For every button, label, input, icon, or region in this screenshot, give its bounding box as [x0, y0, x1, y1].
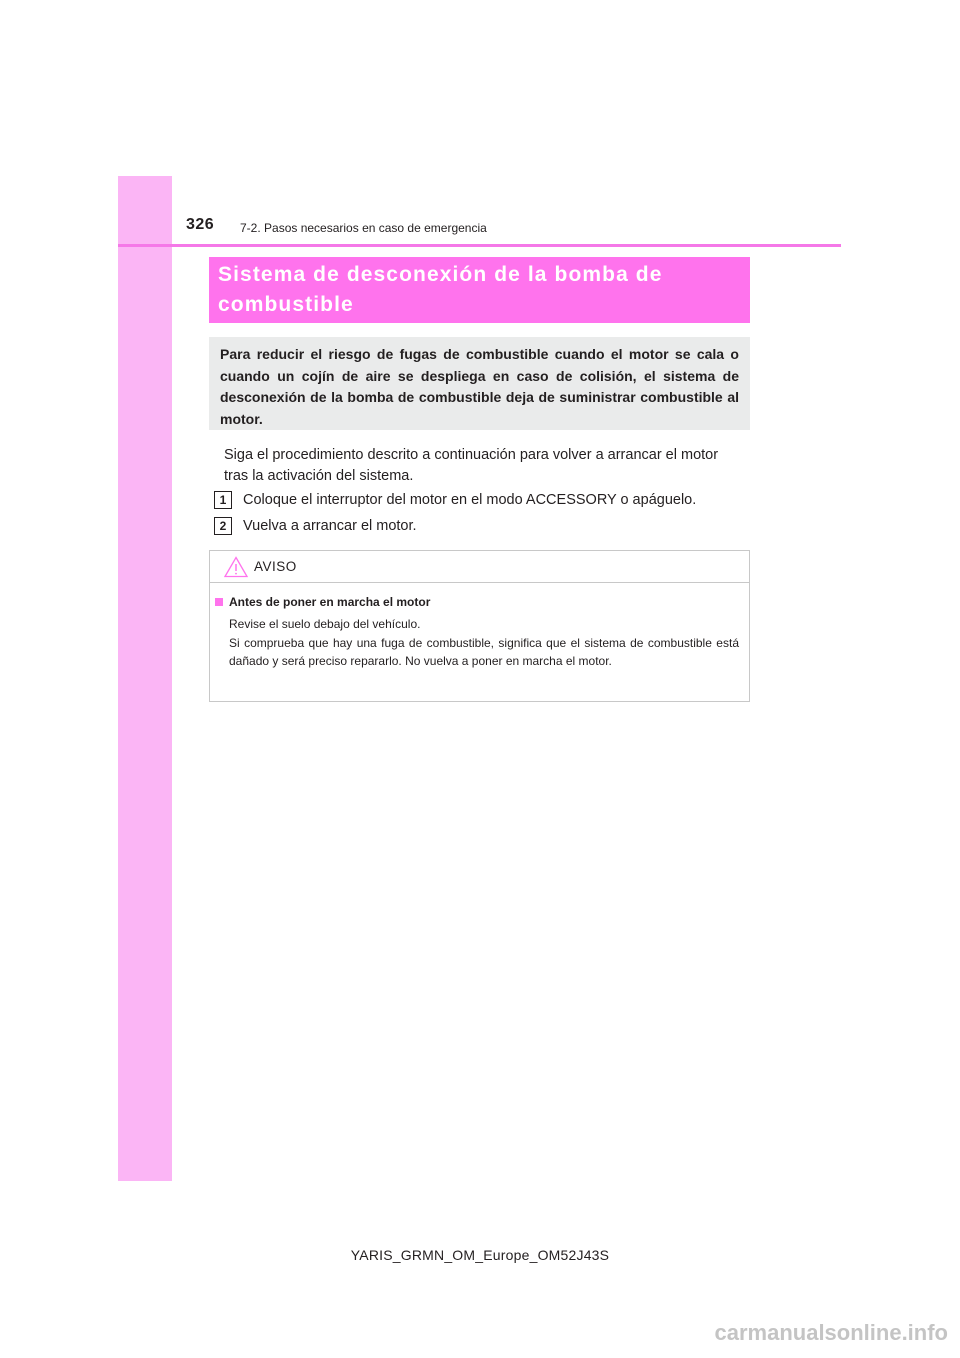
warning-line-1: Revise el suelo debajo del vehículo. [229, 617, 421, 631]
step-2 [214, 517, 417, 535]
warning-subheading [215, 595, 739, 609]
step-text-1: Coloque el interruptor del motor en el modo ACCESSORY o apáguelo. [243, 492, 697, 508]
section-title-line2: combustible [218, 293, 354, 316]
bullet-square-icon [215, 598, 223, 606]
body-paragraph [224, 445, 748, 487]
section-title-box [209, 257, 750, 323]
section-title-line1: Sistema de desconexión de la bomba de [218, 263, 663, 286]
warning-subheading-text: Antes de poner en marcha el motor [229, 595, 431, 609]
footer-doc-id: YARIS_GRMN_OM_Europe_OM52J43S [350, 1247, 610, 1263]
warning-header [210, 551, 749, 583]
body-line-2: tras la activación del sistema. [224, 468, 414, 484]
step-number-1: 1 [214, 491, 232, 509]
step-text-2: Vuelva a arrancar el motor. [243, 518, 417, 534]
body-line-1: Siga el procedimiento descrito a continuación para volver a arrancar el motor [224, 447, 719, 463]
page-number: 326 [186, 216, 215, 233]
side-tab-strip [118, 176, 172, 1181]
warning-line-2: Si comprueba que hay una fuga de combustible, significa que el sistema de combustible está dañado y será preciso repararlo. No vuelva a poner en marcha el motor. [229, 635, 739, 668]
intro-text: Para reducir el riesgo de fugas de combustible cuando el motor se cala o cuando un cojín de aire se despliega en caso de colisión, el sistema de desconexión de la bomba de combustible deja de suministrar combustible al motor. [220, 346, 739, 427]
header-divider [118, 244, 841, 247]
section-label: 7-2. Pasos necesarios en caso de emergencia [240, 221, 487, 235]
step-1 [214, 491, 696, 509]
warning-box [209, 550, 750, 702]
warning-body [215, 595, 739, 671]
intro-box [209, 337, 750, 430]
warning-label: AVISO [254, 559, 297, 574]
watermark: carmanualsonline.info [714, 1320, 948, 1345]
warning-triangle-icon [224, 556, 248, 583]
step-number-2: 2 [214, 517, 232, 535]
